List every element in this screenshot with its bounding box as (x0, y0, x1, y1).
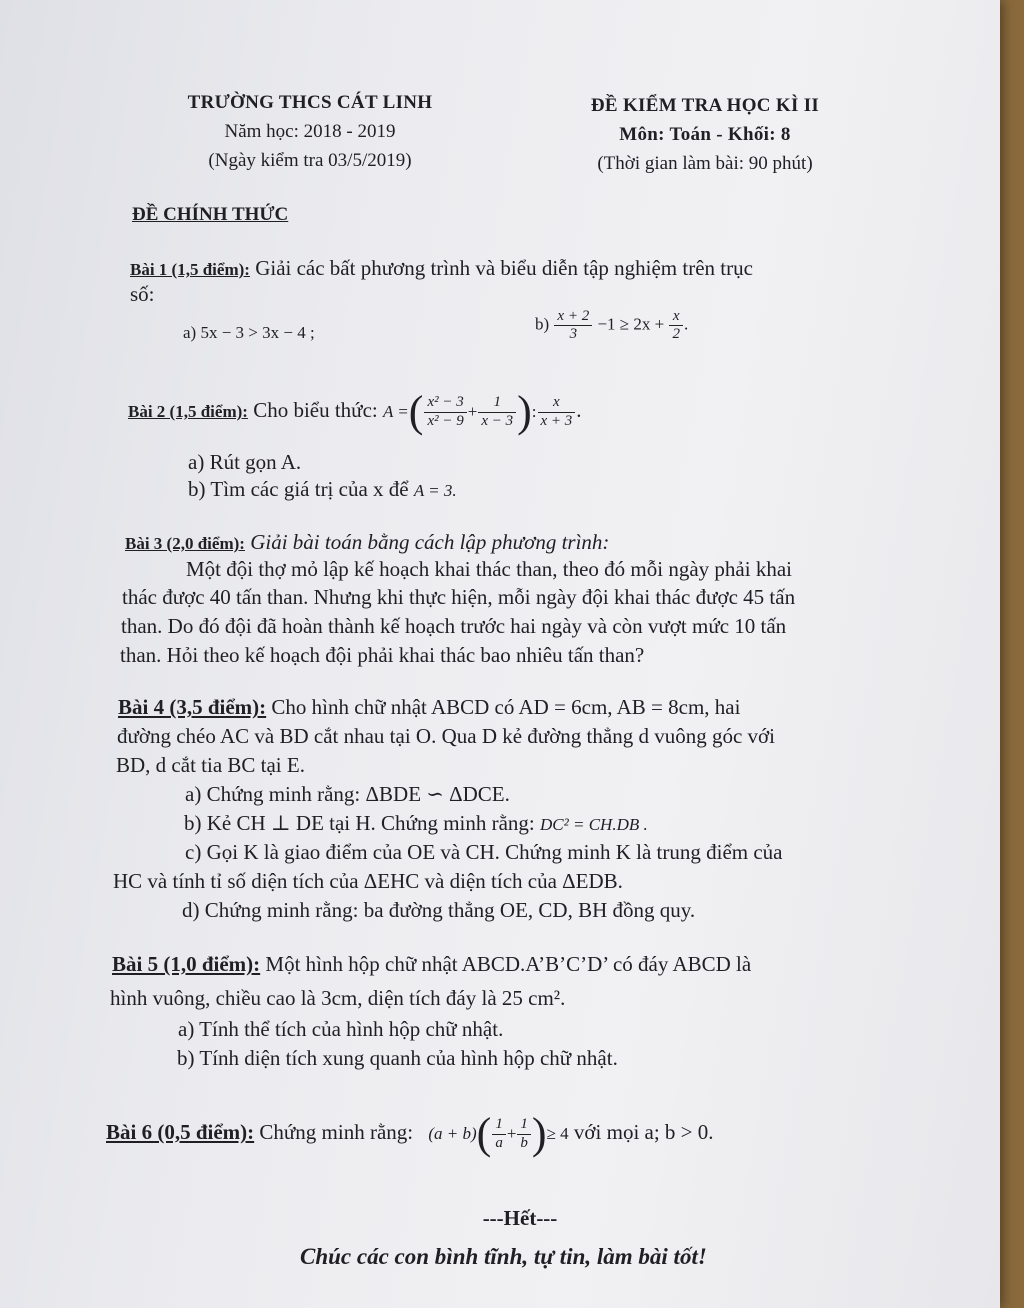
bai2-line1: Bài 2 (1,5 điểm): Cho biểu thức: A =( $\frac{\text{x² − 3}}{\text{x² − 9}}$ + $\frac{1}{x - 3}$ ): $\frac{x}{x + 3}$ . (128, 387, 582, 436)
closing-wish: Chúc các con bình tĩnh, tự tin, làm bài tốt! (300, 1244, 707, 1269)
bai3-line: Một đội thợ mỏ lập kế hoạch khai thác than, theo đó mỗi ngày phải khai (186, 557, 792, 581)
bai2-frac1: $\frac{\text{x² − 3}}{\text{x² − 9}}$ (424, 394, 466, 430)
bai2-frac3: $\frac{x}{x + 3}$ (538, 394, 576, 430)
bai4-part-c2: HC và tính tỉ số diện tích của ΔEHC và diện tích của ΔEDB. (113, 869, 623, 893)
school-year: Năm học: 2018 - 2019 (224, 121, 396, 142)
bai1-frac1: $\frac{x + 2}{3}$ (554, 308, 592, 344)
bai3-heading (125, 530, 609, 555)
bai2-frac2: $\frac{1}{x - 3}$ (478, 394, 516, 430)
bai4-title: Bài 4 (3,5 điểm): (118, 695, 267, 719)
bai1-b-mid: −1 ≥ 2x + (597, 314, 665, 334)
bai1-b-label: b) (535, 314, 550, 334)
bai3-line: than. Hỏi theo kế hoạch đội phải khai thác bao nhiêu tấn than? (120, 643, 645, 667)
bai1-line2: số: (130, 282, 155, 306)
bai2-part-a: a) Rút gọn A. (188, 450, 302, 474)
bai1-title: Bài 1 (1,5 điểm): (130, 260, 250, 279)
bai3-line: thác được 40 tấn than. Nhưng khi thực hiện, mỗi ngày đội khai thác được 45 tấn (122, 585, 796, 609)
exam-date: (Ngày kiểm tra 03/5/2019) (208, 150, 412, 171)
bai5-line1: Bài 5 (1,0 điểm): Một hình hộp chữ nhật ABCD.A’B’C’D’ có đáy ABCD là (112, 952, 752, 976)
bai3-subtitle: Giải bài toán bằng cách lập phương trình: (250, 530, 610, 554)
bai5-title: Bài 5 (1,0 điểm): (112, 952, 261, 976)
exam-duration: (Thời gian làm bài: 90 phút) (597, 153, 813, 174)
bai4-line: BD, d cắt tia BC tại E. (116, 753, 305, 777)
bai6-title: Bài 6 (0,5 điểm): (106, 1119, 255, 1144)
bai4-part-b: b) Kẻ CH ⊥ DE tại H. Chứng minh rằng: DC² = CH.DB . (184, 811, 648, 835)
bai1-line1 (130, 256, 753, 281)
school-name: TRƯỜNG THCS CÁT LINH (187, 92, 433, 113)
bai5-line2: hình vuông, chiều cao là 3cm, diện tích đáy là 25 cm². (110, 986, 566, 1010)
bai6-frac1: $\frac{1}{a}$ (492, 1116, 506, 1152)
bai1-frac2: $\frac{x}{2}$ (669, 308, 683, 344)
bai3-title: Bài 3 (2,0 điểm): (125, 534, 245, 553)
exam-subject: Môn: Toán - Khối: 8 (619, 124, 791, 145)
bai1-text: Giải các bất phương trình và biểu diễn tập nghiệm trên trục (255, 256, 753, 280)
bai2-title: Bài 2 (1,5 điểm): (128, 401, 248, 421)
bai6-line: Bài 6 (0,5 điểm): Chứng minh rằng: (a + b)( $\frac{1}{a}$ + $\frac{1}{b}$ )≥ 4 với mọi a; b > 0. (106, 1109, 714, 1158)
end-mark: ---Hết--- (482, 1206, 558, 1230)
exam-title: ĐỀ KIỂM TRA HỌC KÌ II (590, 95, 820, 116)
bai4-part-a: a) Chứng minh rằng: ΔBDE ∽ ΔDCE. (185, 782, 510, 806)
official-label: ĐỀ CHÍNH THỨC (132, 204, 289, 225)
bai2-A-eq: A = (382, 401, 409, 421)
bai1-part-a: a) 5x − 3 > 3x − 4 ; (183, 323, 315, 342)
bai5-part-b: b) Tính diện tích xung quanh của hình hộp chữ nhật. (177, 1046, 618, 1070)
bai3-line: than. Do đó đội đã hoàn thành kế hoạch trước hai ngày và còn vượt mức 10 tấn (121, 614, 787, 638)
bai1-part-b: b) $\frac{x + 2}{3}$ −1 ≥ 2x + $\frac{x}{2}$ . (535, 308, 689, 343)
bai4-line: đường chéo AC và BD cắt nhau tại O. Qua D kẻ đường thẳng d vuông góc với (117, 724, 775, 748)
bai6-frac2: $\frac{1}{b}$ (517, 1116, 531, 1152)
bai2-part-b: b) Tìm các giá trị của x để A = 3. (188, 477, 457, 501)
bai4-line1: Bài 4 (3,5 điểm): Cho hình chữ nhật ABCD có AD = 6cm, AB = 8cm, hai (118, 695, 741, 719)
bai2-text: Cho biểu thức: (253, 397, 378, 422)
bai5-part-a: a) Tính thể tích của hình hộp chữ nhật. (178, 1017, 504, 1041)
bai4-part-d: d) Chứng minh rằng: ba đường thẳng OE, CD, BH đồng quy. (182, 898, 696, 922)
bai4-part-c1: c) Gọi K là giao điểm của OE và CH. Chứng minh K là trung điểm của (185, 840, 783, 864)
